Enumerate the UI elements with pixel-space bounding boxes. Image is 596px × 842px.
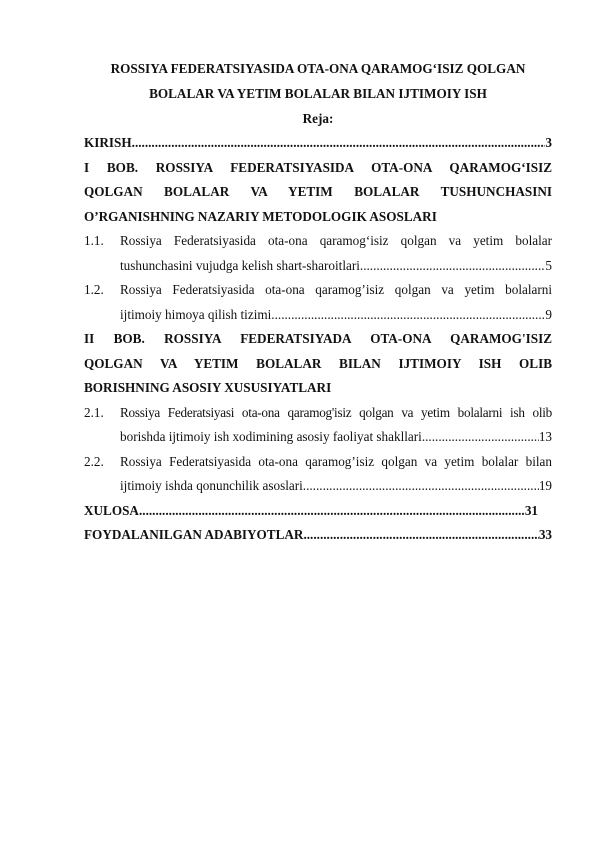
section-number: 2.1. [84,404,104,420]
toc-entry-intro[interactable] [84,131,552,156]
section-1-2-line-2: ijtimoiy himoya qilish tizimi [120,306,272,322]
chapter-1-line-2: QOLGAN BOLALAR VA YETIM BOLALAR TUSHUNCHASINI [84,184,552,199]
toc-conclusion-label: XULOSA [84,502,139,518]
section-2-2-page: 19 [538,478,552,493]
section-1-1-page: 5 [545,257,552,273]
section-2-1-line-2: borishda ijtimoiy ish xodimining asosiy faoliyat shakllari [120,429,422,444]
document-page [84,56,552,548]
toc-section-1-2[interactable] [84,278,552,327]
toc-chapter-1[interactable] [84,156,552,230]
section-1-1-line-1: Rossiya Federatsiyasida ota-ona qaramog‘isiz qolgan va yetim bolalar [120,233,552,248]
document-title-line-2: BOLALAR VA YETIM BOLALAR BILAN IJTIMOIY ISH [149,86,487,101]
section-1-2-line-1: Rossiya Federatsiyasida ota-ona qaramog’isiz qolgan va yetim bolalarni [120,282,552,297]
dot-leader [139,499,525,524]
toc-conclusion-page: 31 [524,502,538,518]
toc-section-2-2[interactable] [84,450,552,499]
toc-section-2-1[interactable] [84,401,552,450]
dot-leader [271,303,545,328]
chapter-1-line-1: I BOB. ROSSIYA FEDERATSIYASIDA OTA-ONA QARAMOG‘ISIZ [84,159,552,175]
toc-intro-label: KIRISH [84,135,132,150]
section-2-1-line-1: Rossiya Federatsiyasi ota-ona qaramog'isiz qolgan va yetim bolalarni ish olib [120,404,552,420]
toc-section-1-1[interactable] [84,229,552,278]
plan-heading: Reja: [302,111,334,126]
toc-references-page: 33 [538,527,552,542]
toc-entry-conclusion[interactable] [84,499,552,524]
section-number: 1.1. [84,233,104,248]
toc-intro-page: 3 [545,135,552,150]
toc-references-label: FOYDALANILGAN ADABIYOTLAR [84,527,304,542]
toc-entry-references[interactable] [84,523,552,548]
section-number: 1.2. [84,282,104,297]
dot-leader [132,131,546,156]
document-title-line-1: ROSSIYA FEDERATSIYASIDA OTA-ONA QARAMOG‘ISIZ QOLGAN [110,61,526,76]
chapter-2-line-3: BORISHNING ASOSIY XUSUSIYATLARI [84,380,332,395]
section-1-1-line-2: tushunchasini vujudga kelish shart-sharoitlari [120,257,360,273]
dot-leader [303,523,538,548]
section-1-2-page: 9 [545,306,552,322]
section-2-2-line-1: Rossiya Federatsiyasida ota-ona qaramog’isiz qolgan va yetim bolalar bilan [120,453,552,469]
dot-leader [360,254,546,279]
section-2-2-line-2: ijtimoiy ishda qonunchilik asoslari [120,478,303,493]
toc-chapter-2[interactable] [84,327,552,401]
chapter-2-line-2: QOLGAN VA YETIM BOLALAR BILAN IJTIMOIY ISH OLIB [84,355,552,371]
section-2-1-page: 13 [538,429,552,444]
chapter-1-line-3: O’RGANISHNING NAZARIY METODOLOGIK ASOSLARI [84,208,437,224]
dot-leader [422,425,539,450]
chapter-2-line-1: II BOB. ROSSIYA FEDERATSIYADA OTA-ONA QARAMOG'ISIZ [84,331,552,346]
section-number: 2.2. [84,453,104,469]
dot-leader [303,474,539,499]
